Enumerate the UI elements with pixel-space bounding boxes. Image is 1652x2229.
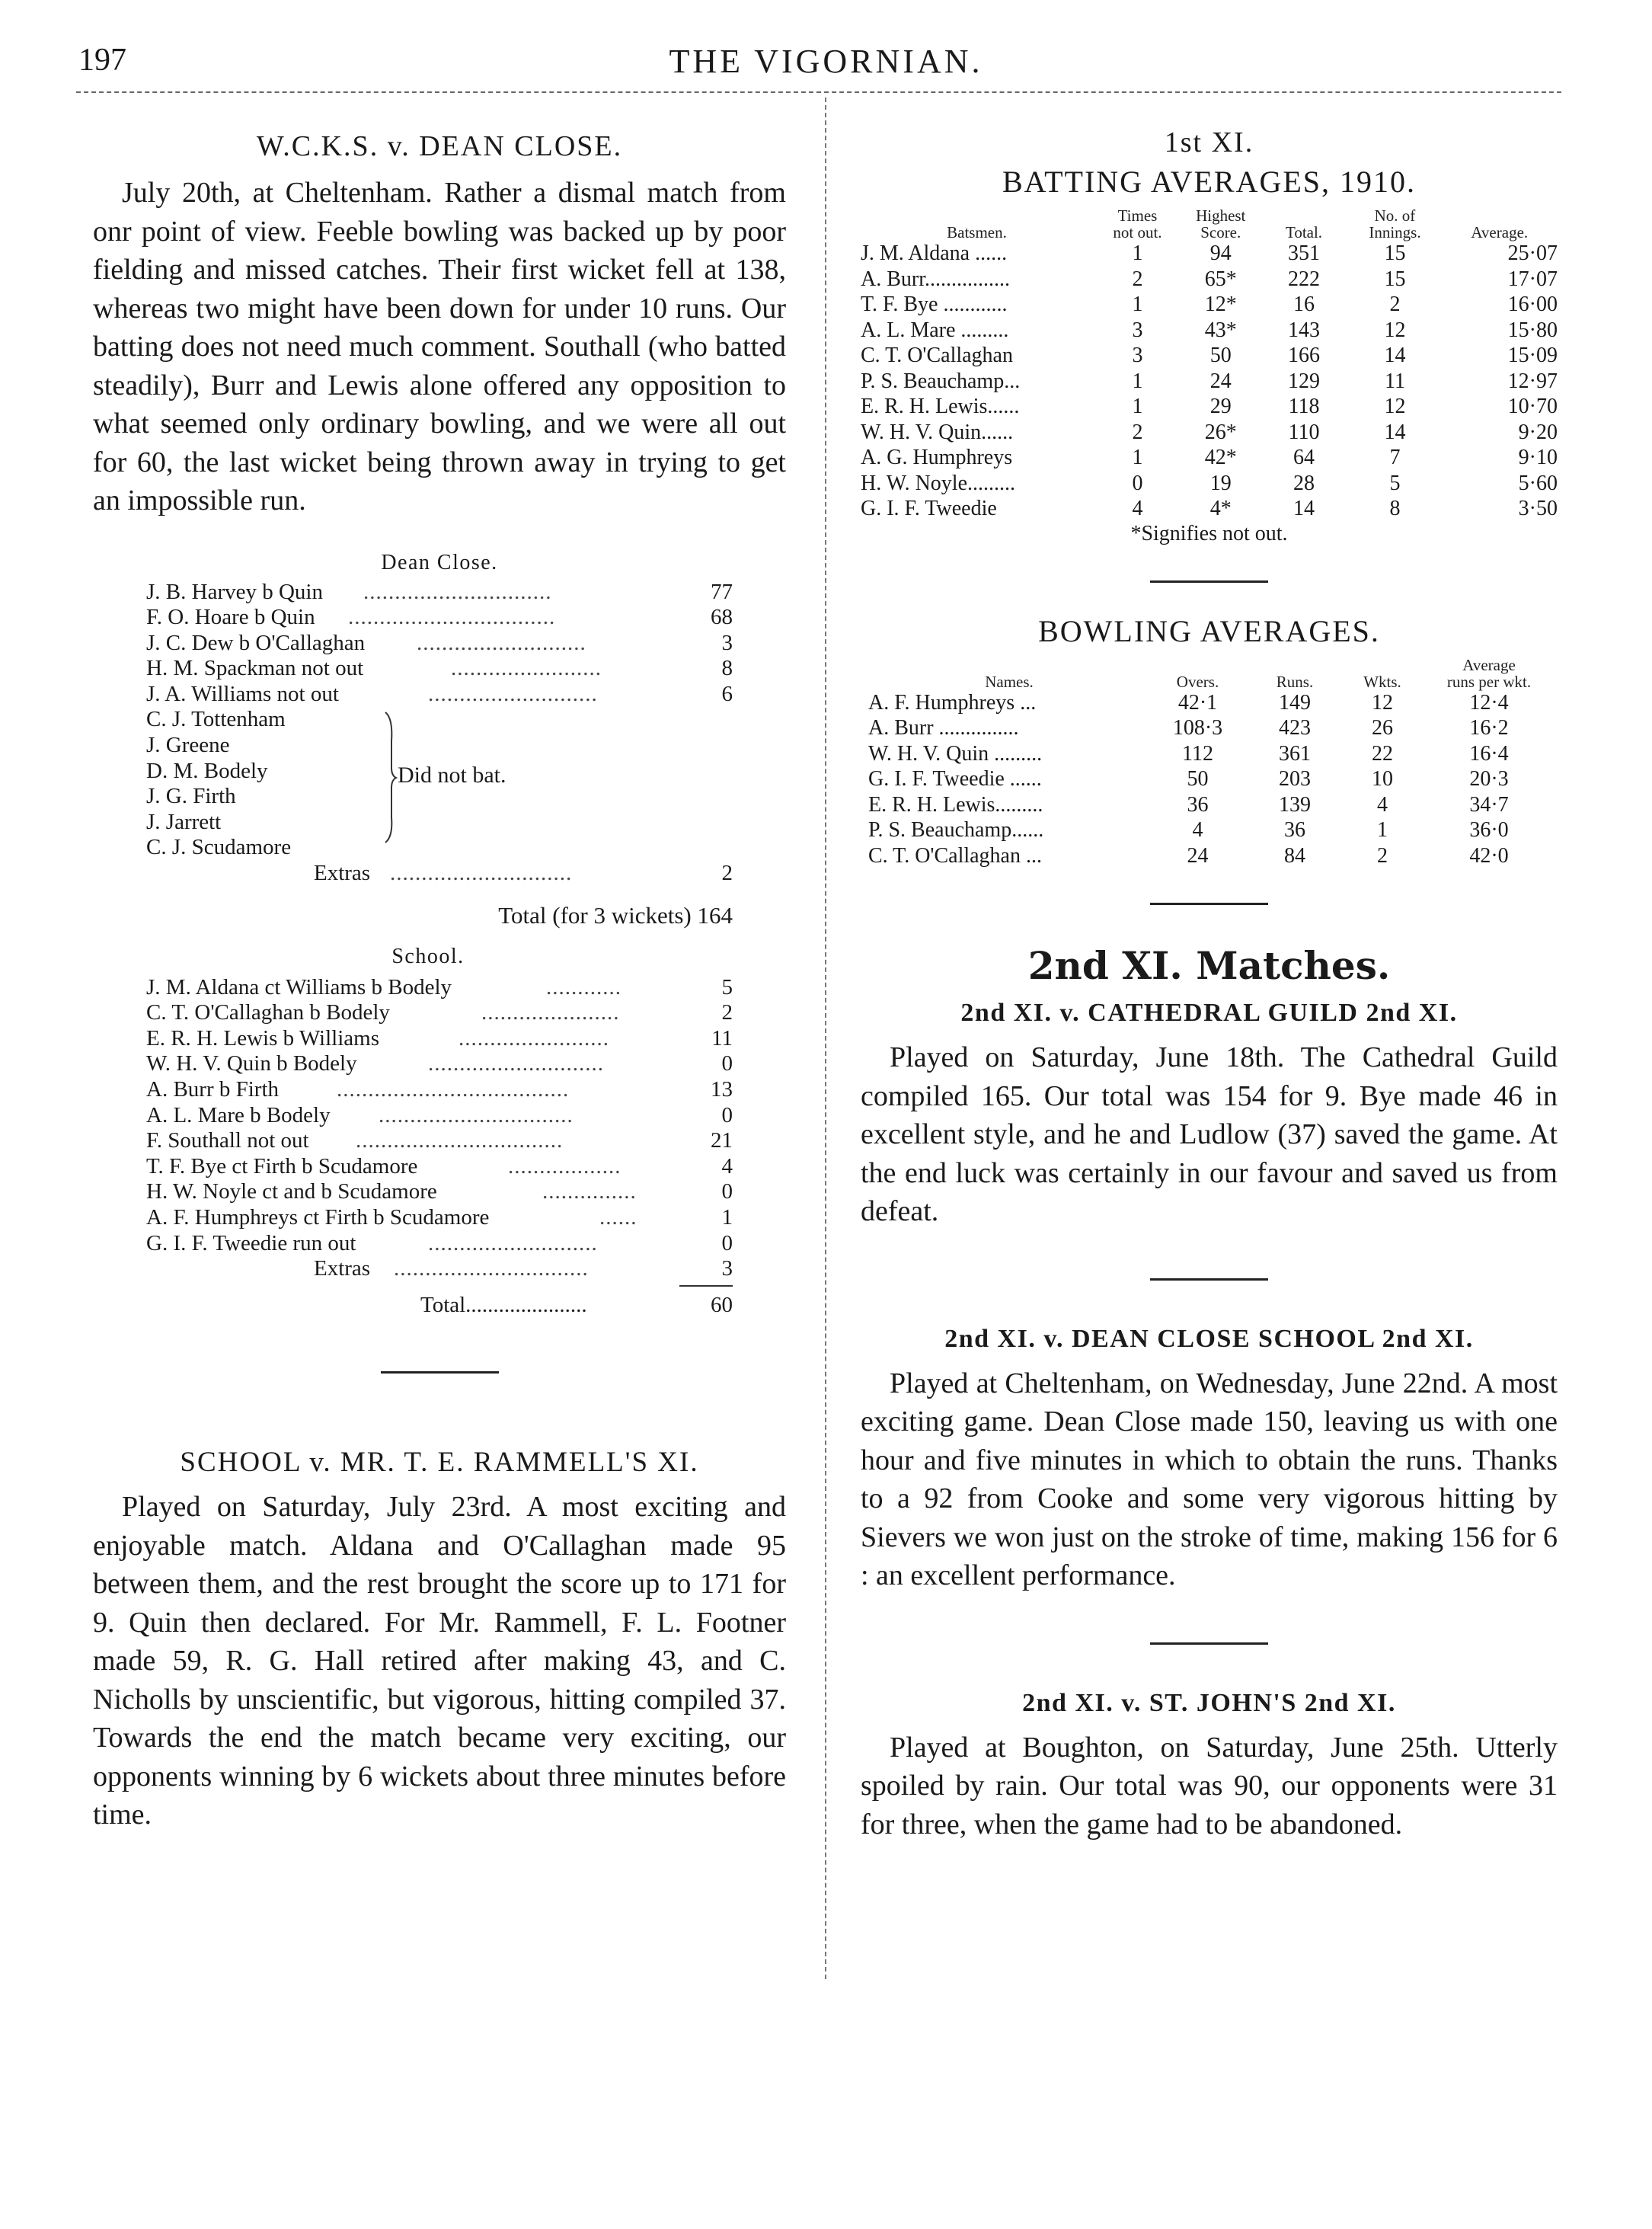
left-column <box>93 130 786 1834</box>
match-report-cathedral-guild: Played on Saturday, June 18th. The Cathedral Guild compiled 165. Our total was 154 for 9. Bye made 46 in excellent style, and he and Ludlow (37) saved the game. At the end luck was certainly in our favour and saved us from defeat. <box>861 1041 1558 1227</box>
table-header-row: Times Highest No. of <box>1117 206 1416 225</box>
table-row: A. F. Humphreys ... 42·1 149 12 12·4 <box>868 690 1509 715</box>
scorecard-heading-school: School. <box>391 944 465 968</box>
table-header-row: Batsmen. not out. Score. Total. Innings. Average. <box>947 223 1529 241</box>
page-header <box>0 0 1652 107</box>
school-total-row: Total...................... 60 <box>420 1292 733 1317</box>
not-out-note: *Signifies not out. <box>1130 521 1288 545</box>
table-row: E. R. H. Lewis...... 1 29 118 12 10·70 <box>861 395 1558 418</box>
match-title-st-johns: 2nd XI. v. ST. JOHN'S 2nd XI. <box>1022 1688 1396 1717</box>
batting-row: H. M. Spackman not out ........................ 8 <box>146 656 733 681</box>
batting-row: F. O. Hoare b Quin ................................. 68 <box>146 605 733 630</box>
match-title-dean-close-second: 2nd XI. v. DEAN CLOSE SCHOOL 2nd XI. <box>944 1324 1474 1353</box>
batting-row: E. R. H. Lewis b Williams ........................ 11 <box>146 1025 733 1051</box>
did-not-bat-brace <box>382 711 398 844</box>
scorecard-school <box>93 975 733 1319</box>
table-row: P. S. Beauchamp... 1 24 129 11 12·97 <box>861 369 1558 393</box>
table-row: H. W. Noyle......... 0 19 28 5 5·60 <box>861 471 1558 495</box>
table-row: C. T. O'Callaghan ... 24 84 2 42·0 <box>868 843 1509 868</box>
scorecard-dean-close <box>93 580 733 887</box>
did-not-bat-row: C. J. Tottenham <box>146 707 286 732</box>
batting-row: C. T. O'Callaghan b Bodely ...................... 2 <box>146 1000 733 1025</box>
total-rule <box>679 1285 733 1287</box>
batting-row: A. L. Mare b Bodely ............................... 0 <box>146 1102 733 1127</box>
batting-row: T. F. Bye ct Firth b Scudamore .................. 4 <box>146 1153 733 1178</box>
batting-row: J. C. Dew b O'Callaghan ........................... 3 <box>146 630 733 655</box>
table-row: T. F. Bye ............ 1 12* 16 2 16·00 <box>861 293 1558 316</box>
match-report-dean-close-second: Played at Cheltenham, on Wednesday, June 22nd. A most exciting game. Dean Close made 150, leaving us with one hour and five minutes in which to obtain the runs. Thanks to a 92 from Cooke and some very vigorous hitting by Sievers we won just on the stroke of time, making 156 for 6 : an excellent performance. <box>861 1367 1558 1591</box>
first-xi-heading: 1st XI. <box>1164 126 1254 158</box>
batting-row: F. Southall not out ................................. 21 <box>146 1128 733 1153</box>
table-row: A. G. Humphreys 1 42* 64 7 9·10 <box>861 446 1558 469</box>
match-title-wcks-dean-close: W.C.K.S. v. DEAN CLOSE. <box>256 130 623 162</box>
batting-row: J. A. Williams not out ........................... 6 <box>146 681 733 706</box>
second-xi-matches-heading: 2nd XI. Matches. <box>1027 943 1391 988</box>
batting-row: G. I. F. Tweedie run out ........................... 0 <box>146 1230 733 1255</box>
did-not-bat-row: J. Jarrett <box>146 809 222 834</box>
batting-row: H. W. Noyle ct and b Scudamore ............... 0 <box>146 1179 733 1204</box>
table-row: A. Burr ............... 108·3 423 26 16·2 <box>868 716 1509 740</box>
did-not-bat-row: J. G. Firth <box>146 784 236 809</box>
did-not-bat-row: C. J. Scudamore <box>146 835 292 860</box>
extras-row: Extras ............................. 2 <box>314 861 733 886</box>
match-report-dean-close: July 20th, at Cheltenham. Rather a dismal match from onr point of view. Feeble bowling was backed up by poor fielding and missed catches. Their first wicket fell at 138, whereas two might have been down for under 10 runs. Our batting does not need much comment. Southall (who batted steadily), Burr and Lewis alone offered any opposition to what seemed only ordinary bowling, and we were all out for 60, the last wicket being thrown away in trying to get an impossible run. <box>93 177 786 516</box>
batting-row: A. Burr b Firth ..................................... 13 <box>146 1077 733 1102</box>
match-title-rammell: SCHOOL v. MR. T. E. RAMMELL'S XI. <box>180 1447 699 1479</box>
dean-close-total: Total (for 3 wickets) 164 <box>498 901 733 929</box>
did-not-bat-label: Did not bat. <box>398 762 506 788</box>
table-row: G. I. F. Tweedie ...... 50 203 10 20·3 <box>868 767 1509 791</box>
table-row: G. I. F. Tweedie 4 4* 14 8 3·50 <box>861 497 1558 520</box>
header-rule <box>76 91 1561 93</box>
table-row: J. M. Aldana ...... 1 94 351 15 25·07 <box>861 241 1558 265</box>
table-row: W. H. V. Quin...... 2 26* 110 14 9·20 <box>861 420 1558 444</box>
batting-averages-title: BATTING AVERAGES, 1910. <box>1002 165 1417 199</box>
match-report-rammell: Played on Saturday, July 23rd. A most exciting and enjoyable match. Aldana and O'Callaghan made 95 between them, and the rest brought the score up to 171 for 9. Quin then declared. For Mr. Rammell, F. L. Footner made 59, R. G. Hall retired after making 43, and C. Nicholls by unscientific, but vigorous, hitting compiled 37. Towards the end the match became very exciting, our opponents winning by 6 wickets about three minutes before time. <box>93 1491 786 1831</box>
did-not-bat-row: J. Greene <box>146 733 230 758</box>
did-not-bat-row: D. M. Bodely <box>146 758 268 783</box>
table-header-row: Average <box>1462 655 1516 674</box>
table-row: E. R. H. Lewis......... 36 139 4 34·7 <box>868 792 1509 817</box>
extras-row: Extras ............................... 3 <box>314 1256 733 1281</box>
bowling-averages-table <box>868 657 1558 869</box>
table-row: W. H. V. Quin ......... 112 361 22 16·4 <box>868 741 1509 766</box>
batting-averages-table <box>861 207 1558 522</box>
batting-row: J. M. Aldana ct Williams b Bodely ............ 5 <box>146 974 733 999</box>
table-row: A. Burr................ 2 65* 222 15 17·07 <box>861 267 1558 291</box>
match-title-cathedral-guild: 2nd XI. v. CATHEDRAL GUILD 2nd XI. <box>960 999 1458 1027</box>
page-number: 197 <box>78 43 126 78</box>
bowling-averages-title: BOWLING AVERAGES. <box>1038 613 1380 648</box>
table-row: P. S. Beauchamp...... 4 36 1 36·0 <box>868 818 1509 842</box>
table-row: C. T. O'Callaghan 3 50 166 14 15·09 <box>861 344 1558 367</box>
match-report-st-johns: Played at Boughton, on Saturday, June 25th. Utterly spoiled by rain. Our total was 90, our opponents were 31 for three, when the game had to be abandoned. <box>861 1731 1558 1840</box>
batting-row: J. B. Harvey b Quin .............................. 77 <box>146 579 733 604</box>
batting-row: W. H. V. Quin b Bodely ............................ 0 <box>146 1051 733 1076</box>
scorecard-heading-dean-close: Dean Close. <box>381 550 498 574</box>
column-divider <box>825 98 826 1979</box>
journal-title: THE VIGORNIAN. <box>669 43 983 80</box>
table-header-row: Names. Overs. Runs. Wkts. runs per wkt. <box>985 672 1532 691</box>
right-column <box>861 126 1558 1844</box>
batting-row: A. F. Humphreys ct Firth b Scudamore ...... 1 <box>146 1204 733 1230</box>
table-row: A. L. Mare ......... 3 43* 143 12 15·80 <box>861 318 1558 342</box>
